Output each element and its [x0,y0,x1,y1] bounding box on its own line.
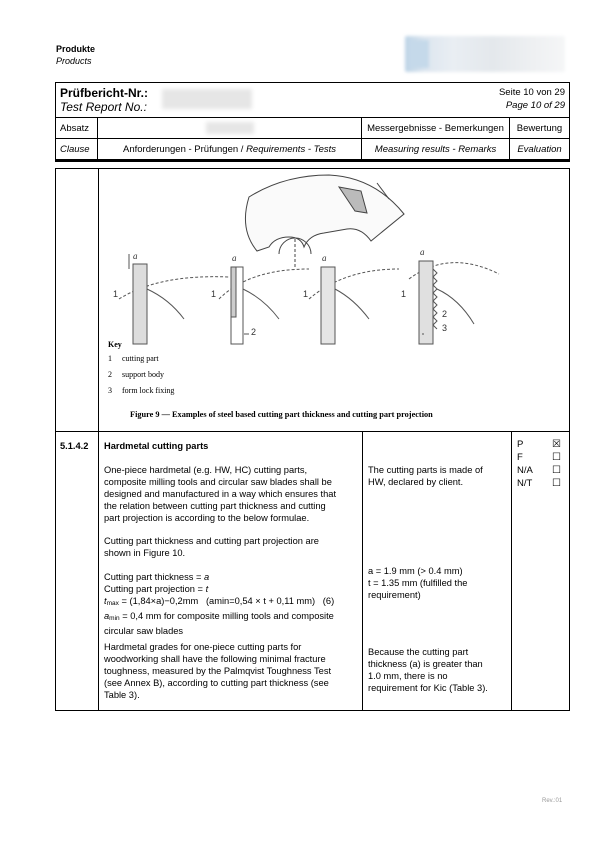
header-row-en [56,139,569,161]
formula-text: Cutting part projection = [104,584,206,594]
col-requirements-de [98,118,362,138]
brand-title: Produkte [56,44,96,54]
eval-checkbox-f[interactable]: ☐ [552,452,561,463]
col-requirements-en-de-part: Anforderungen - Prüfungen / [123,143,247,155]
dimension-labels [133,247,425,263]
line: Because the cutting part [368,647,469,657]
key-text: support body [122,370,164,379]
requirement-paragraph-1 [104,464,336,524]
line: shown in Figure 10. [104,548,186,558]
col-evaluation-de: Bewertung [516,122,563,134]
revision-label: Rev.:01 [542,798,563,804]
dim-label-a-3: a [322,253,327,263]
callout-1-d: 1 [401,289,407,299]
page-number-en: Page 10 of 29 [505,100,565,111]
formula-thickness [104,571,334,583]
col-evaluation-en: Evaluation [517,143,562,155]
report-number-row [56,83,569,118]
clause-number: 5.1.4.2 [60,441,89,451]
callout-1-c: 1 [303,289,309,299]
key-num: 3 [108,386,112,395]
formula-var: a [104,611,110,621]
result-dimensions [368,565,467,601]
line: (see Annex B), according to cutting part thickness (see [104,678,329,688]
callout-2-a: 2 [251,327,257,337]
company-logo [405,36,565,72]
formula-amin [104,610,334,625]
line: One-piece hardmetal (e.g. HW, HC) cutting parts, [104,465,308,475]
formula-text: = (1,84×a)−0,2mm (amin=0,54 × t + 0,11 mm) (6) [118,596,335,606]
dim-label-a-1: a [133,251,138,261]
header-row-de [56,118,569,139]
col-requirements-en [98,139,362,159]
requirement-paragraph-4 [104,641,331,701]
result-toughness [368,646,488,694]
formula-tmax [104,595,334,610]
requirement-formulae [104,571,334,637]
line: Table 3). [104,690,140,700]
line: composite milling tools and circular saw blades shall be [104,477,332,487]
line: the relation between cutting part thickness and cutting [104,501,326,511]
formula-var: a [204,572,210,582]
formula-sub: max [106,600,119,607]
col-results-de: Messergebnisse - Bemerkungen [362,118,510,138]
callout-labels [113,289,447,337]
eval-label-nt: N/T [517,478,533,489]
page-number-de: Seite 10 von 29 [498,87,565,98]
eval-label-f: F [517,452,523,463]
line: requirement for Kic (Table 3). [368,683,488,693]
result-material [368,464,483,488]
line: toughness, measured by the Palmqvist Toughness Test [104,666,332,676]
callout-1-b: 1 [211,289,217,299]
requirement-paragraph-2 [104,535,319,559]
key-text: cutting part [122,354,159,363]
col-clause-en: Clause [56,139,98,159]
content-table [55,168,570,711]
redacted-text [206,122,254,134]
line: HW, declared by client. [368,477,464,487]
figure-key-item-3 [108,385,174,397]
line: woodworking shall have the following minimal fracture [104,654,326,664]
report-number-label-en: Test Report No.: [60,100,147,114]
formula-var: t [104,596,107,606]
line: 1.0 mm, there is no [368,671,448,681]
line: The cutting parts is made of [368,465,483,475]
report-number-label-de: Prüfbericht-Nr.: [60,86,149,100]
dim-label-a-2: a [232,253,237,263]
line: t = 1.35 mm (fulfilled the [368,578,468,588]
callout-1-a: 1 [113,289,119,299]
formula-sub: min [109,615,120,622]
eval-checkbox-p[interactable]: ☒ [552,439,561,450]
dim-label-a-4: a [420,247,425,257]
report-header-table [55,82,570,162]
line: Cutting part thickness and cutting part projection are [104,536,319,546]
line: requirement) [368,590,421,600]
callout-2-b: 2 [442,309,448,319]
col-clause-de: Absatz [56,118,98,138]
figure-key-title: Key [108,340,122,349]
col-results-en: Measuring results - Remarks [362,139,510,159]
eval-label-na: N/A [517,465,533,476]
formula-var: t [205,584,209,594]
eval-label-p: P [517,439,524,450]
line: thickness (a) is greater than [368,659,483,669]
eval-checkbox-na[interactable]: ☐ [552,465,561,476]
figure-caption: Figure 9 — Examples of steel based cutting part thickness and cutting part projection [130,410,433,419]
section-title: Hardmetal cutting parts [104,441,209,451]
col-requirements-en-part: Requirements - Tests [246,143,336,155]
figure-key-item-2 [108,369,164,381]
brand-subtitle: Products [56,56,92,66]
figure-key-item-1 [108,353,159,365]
line: a = 1.9 mm (> 0.4 mm) [368,566,463,576]
key-num: 1 [108,354,112,363]
line: part projection is according to the below formulae. [104,513,310,523]
key-text: form lock fixing [122,386,175,395]
formula-projection [104,583,334,595]
callout-3: 3 [442,323,448,333]
report-number-redacted [162,89,252,109]
formula-text: = 0,4 mm for composite milling tools and composite [119,611,334,621]
line: Hardmetal grades for one-piece cutting parts for [104,642,302,652]
key-num: 2 [108,370,112,379]
line: designed and manufactured in a way which ensures that [104,489,337,499]
formula-text: Cutting part thickness = [104,572,204,582]
formula-text: circular saw blades [104,626,184,636]
eval-checkbox-nt[interactable]: ☐ [552,478,561,489]
